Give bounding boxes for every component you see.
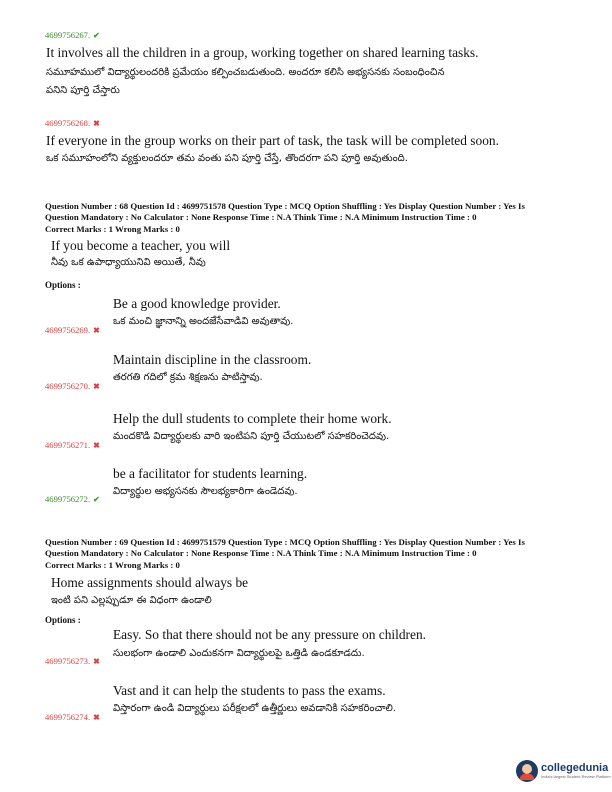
option-id-text: 4699756267. — [45, 30, 91, 40]
options-label: Options : — [45, 280, 81, 290]
logo-name: collegedunia — [541, 761, 609, 774]
option-text-telugu: సులభంగా ఉండాలి ఎందుకనగా విద్యార్థులపై ఒత్తిడి ఉండకూడదు. — [113, 648, 365, 659]
option-text-telugu: పనిని పూర్తి చేస్తారు — [46, 85, 120, 96]
option-text-telugu: తరగతి గదిలో క్రమ శిక్షణను పాటిస్తావు. — [113, 372, 263, 383]
option-id-text: 4699756268. — [45, 118, 91, 128]
question-marks: Correct Marks : 1 Wrong Marks : 0 — [45, 560, 180, 570]
option-text-english: Help the dull students to complete their home work. — [113, 411, 392, 426]
option-text-english: Be a good knowledge provider. — [113, 296, 281, 311]
option-text-english: If everyone in the group works on their part of task, the task will be completed soon. — [46, 133, 499, 148]
option-id-text: 4699756274. — [45, 712, 91, 722]
option-id — [45, 381, 100, 391]
option-id-text: 4699756269. — [45, 325, 91, 335]
collegedunia-logo — [516, 760, 611, 782]
option-id — [45, 494, 100, 504]
option-id-text: 4699756272. — [45, 494, 91, 504]
question-marks: Correct Marks : 1 Wrong Marks : 0 — [45, 224, 180, 234]
wrong-cross-icon: ✖ — [93, 713, 100, 722]
option-id-text: 4699756271. — [45, 440, 91, 450]
option-text-telugu: సమూహములో విద్యార్థులందరికి ప్రమేయం కల్పించబడుతుంది. అందరూ కలిసి అభ్యసనకు సంబంధించిన — [46, 67, 445, 78]
option-text-english: Easy. So that there should not be any pressure on children. — [113, 627, 426, 642]
option-text-telugu: ఒక మంచి జ్ఞానాన్ని అందజేసేవాడివి అవుతావు. — [113, 316, 294, 327]
wrong-cross-icon: ✖ — [93, 441, 100, 450]
question-meta: Question Mandatory : No Calculator : None Response Time : N.A Think Time : N.A Minimum Instruction Time : 0 — [45, 548, 477, 558]
logo-text — [541, 763, 611, 780]
question-meta: Question Mandatory : No Calculator : None Response Time : N.A Think Time : N.A Minimum Instruction Time : 0 — [45, 212, 477, 222]
option-text-english: Maintain discipline in the classroom. — [113, 352, 312, 367]
option-text-english: be a facilitator for students learning. — [113, 466, 308, 481]
option-id — [45, 118, 100, 128]
correct-check-icon: ✔ — [93, 31, 100, 40]
option-text-telugu: మందకొడి విద్యార్థులకు వారి ఇంటిపని పూర్తి చేయుటలో సహకరించెదవు. — [113, 431, 390, 442]
student-avatar-icon — [516, 760, 538, 782]
option-text-telugu: విద్యార్థుల అభ్యసనకు సౌలభ్యకారిగా ఉండెదవు. — [113, 486, 298, 497]
option-id-text: 4699756270. — [45, 381, 91, 391]
logo-tagline: India's largest Student Review Platform — [541, 773, 611, 779]
option-id — [45, 440, 100, 450]
option-id-text: 4699756273. — [45, 656, 91, 666]
wrong-cross-icon: ✖ — [93, 326, 100, 335]
question-stem-telugu: నీవు ఒక ఉపాధ్యాయునివి అయితే, నీవు — [51, 257, 206, 268]
option-id — [45, 30, 100, 40]
wrong-cross-icon: ✖ — [93, 657, 100, 666]
option-text-telugu: విస్తారంగా ఉండి విద్యార్థులు పరీక్షలలో ఉత్తీర్ణులు అవడానికి సహకరించాలి. — [113, 703, 396, 714]
question-meta: Question Number : 68 Question Id : 4699751578 Question Type : MCQ Option Shuffling : Yes Display Question Number : Yes Is — [45, 201, 525, 211]
question-stem-english: Home assignments should always be — [51, 575, 249, 590]
option-text-english: It involves all the children in a group, working together on shared learning tasks. — [46, 45, 479, 60]
option-text-english: Vast and it can help the students to pass the exams. — [113, 683, 386, 698]
option-id — [45, 712, 100, 722]
correct-check-icon: ✔ — [93, 495, 100, 504]
option-id — [45, 656, 100, 666]
question-stem-telugu: ఇంటి పని ఎల్లప్పుడూ ఈ విధంగా ఉండాలి — [51, 595, 212, 606]
question-stem-english: If you become a teacher, you will — [51, 238, 231, 253]
wrong-cross-icon: ✖ — [93, 119, 100, 128]
question-meta: Question Number : 69 Question Id : 4699751579 Question Type : MCQ Option Shuffling : Yes Display Question Number : Yes Is — [45, 537, 525, 547]
option-text-telugu: ఒక సమూహంలోని వ్యక్తులందరూ తమ వంతు పని పూర్తి చేస్తే, తొందరగా పని పూర్తి అవుతుంది. — [46, 153, 408, 164]
options-label: Options : — [45, 615, 81, 625]
wrong-cross-icon: ✖ — [93, 382, 100, 391]
option-id — [45, 325, 100, 335]
